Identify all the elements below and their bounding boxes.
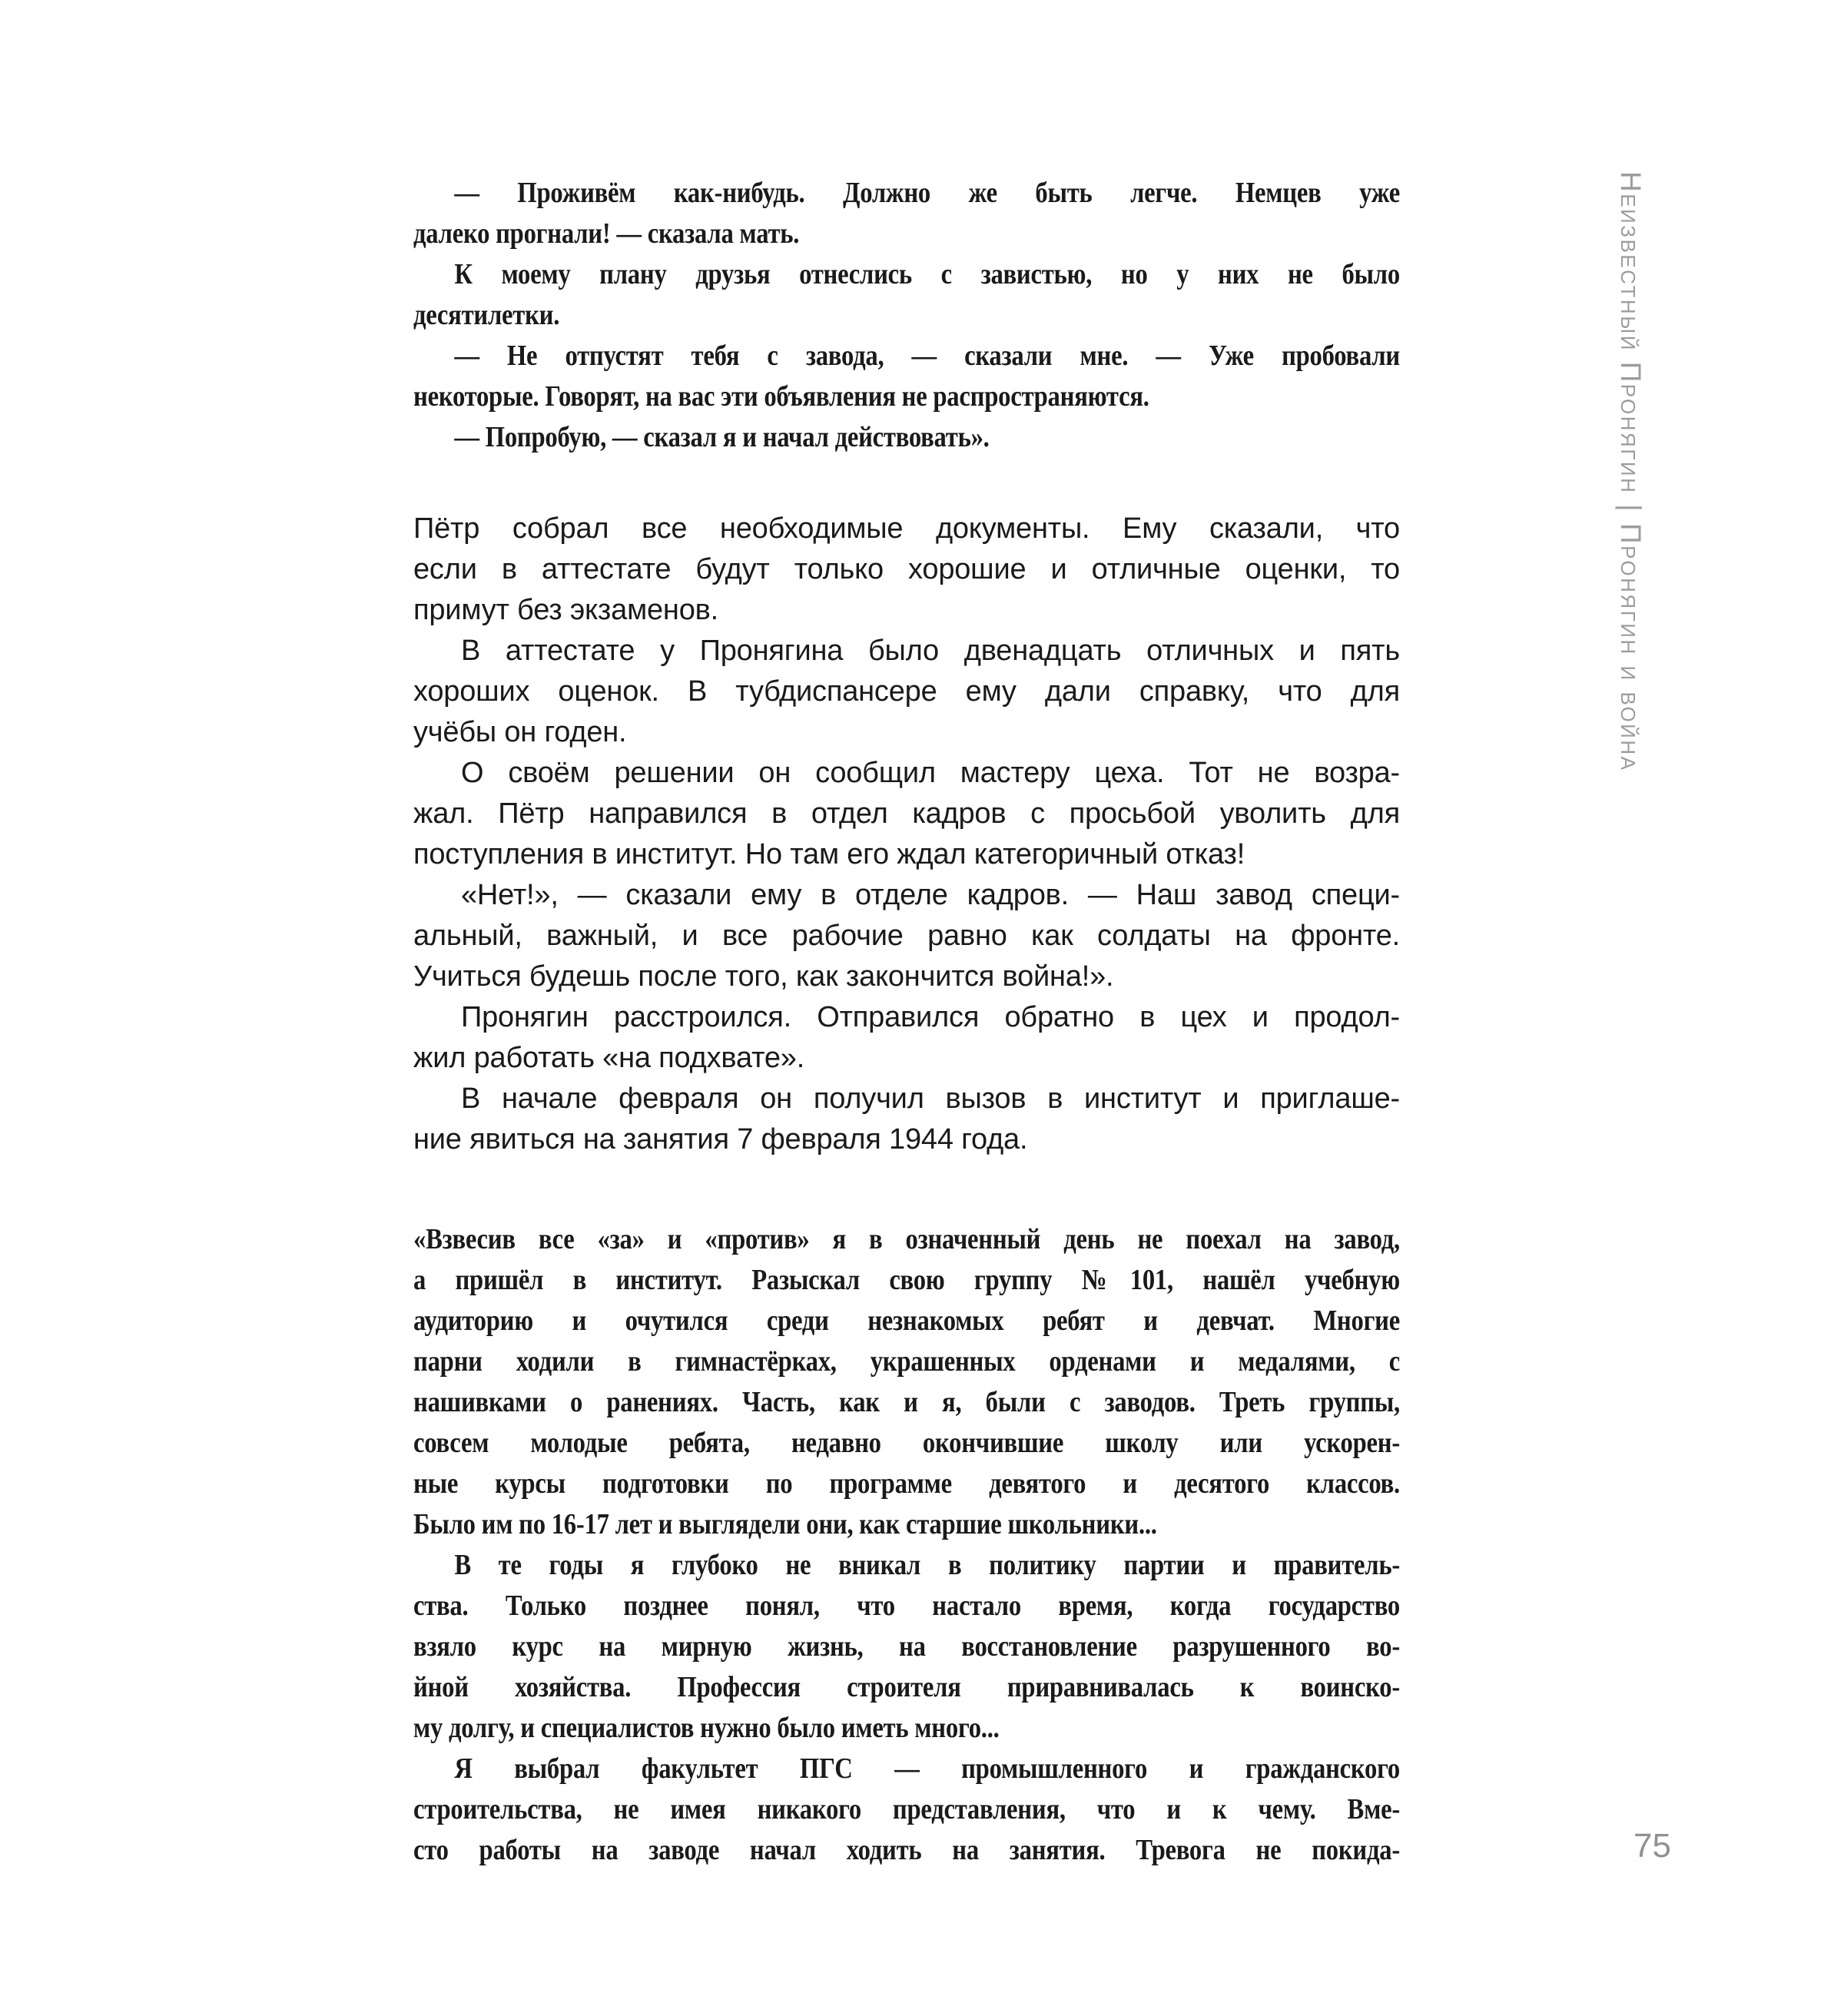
text-line: строительства, не имея никакого представления, что и к чему. Вме- [413,1793,1400,1825]
text-line: жал. Пётр направился в отдел кадров с просьбой уволить для [413,797,1400,830]
text-line: В аттестате у Пронягина было двенадцать отличных и пять [461,635,1400,667]
text-line: Я выбрал факультет ПГС — промышленного и гражданского [454,1752,1400,1785]
text-line: десятилетки. [413,299,560,331]
text-line: ства. Только позднее понял, что настало время, когда государство [413,1590,1400,1622]
text-line: «Взвесив все «за» и «против» я в означенный день не поехал на завод, [413,1223,1400,1255]
text-line: О своём решении он сообщил мастеру цеха. Тот не возра- [461,757,1400,789]
text-line: сто работы на заводе начал ходить на занятия. Тревога не покида- [413,1834,1400,1866]
text-line: В начале февраля он получил вызов в институт и приглаше- [461,1083,1400,1115]
text-line: парни ходили в гимнастёрках, украшенных орденами и медалями, с [413,1345,1400,1378]
text-line: — Попробую, — сказал я и начал действовать». [454,421,990,453]
text-line: учёбы он годен. [413,716,627,748]
text-line: взяло курс на мирную жизнь, на восстановление разрушенного во- [413,1630,1400,1663]
text-line: К моему плану друзья отнеслись с завистью, но у них не было [454,258,1400,290]
text-line: совсем молодые ребята, недавно окончившие школу или ускорен- [413,1427,1400,1459]
text-line: жил работать «на подхвате». [413,1042,805,1074]
main-text-column [413,173,1400,1871]
page-number: 75 [1633,1827,1671,1865]
text-line: поступления в институт. Но там его ждал категоричный отказ! [413,838,1245,870]
text-line: ние явиться на занятия 7 февраля 1944 года. [413,1123,1028,1156]
text-line: далеко прогнали! — сказала мать. [413,217,800,250]
text-line: Учиться будешь после того, как закончится война!». [413,960,1114,993]
text-line: хороших оценок. В тубдиспансере ему дали справку, что для [413,675,1400,708]
text-line: — Проживём как-нибудь. Должно же быть легче. Немцев уже [454,177,1400,209]
text-block-serif [413,173,1400,458]
text-line: аудиторию и очутился среди незнакомых ребят и девчат. Многие [413,1305,1400,1337]
text-line: Было им по 16-17 лет и выглядели они, как старшие школьники... [413,1508,1157,1540]
text-line: Пётр собрал все необходимые документы. Ему сказали, что [413,512,1400,545]
text-line: а пришёл в институт. Разыскал свою группу №101, нашёл учебную [413,1264,1400,1296]
text-line: В те годы я глубоко не вникал в политику партии и правитель- [454,1549,1400,1581]
text-line: примут без экзаменов. [413,594,718,626]
text-block-sans [413,509,1400,1160]
chapter-sidebar-caption: Неизвестный Пронягин | Пронягин и война [1615,171,1647,772]
text-line: — Не отпустят тебя с завода, — сказали мне. — Уже пробовали [454,340,1400,372]
text-line: нашивками о ранениях. Часть, как и я, были с заводов. Треть группы, [413,1386,1400,1418]
text-line: му долгу, и специалистов нужно было иметь много... [413,1712,1000,1744]
text-line: Пронягин расстроился. Отправился обратно в цех и продол- [461,1001,1400,1033]
text-line: ные курсы подготовки по программе девятого и десятого классов. [413,1467,1400,1500]
text-block-serif [413,1219,1400,1871]
text-line: если в аттестате будут только хорошие и отличные оценки, то [413,553,1400,585]
text-line: йной хозяйства. Профессия строителя приравнивалась к воинско- [413,1671,1400,1703]
text-line: некоторые. Говорят, на вас эти объявления не распространяются. [413,380,1149,413]
text-line: альный, важный, и все рабочие равно как солдаты на фронте. [413,920,1400,952]
text-line: «Нет!», — сказали ему в отделе кадров. — Наш завод специ- [461,879,1400,911]
